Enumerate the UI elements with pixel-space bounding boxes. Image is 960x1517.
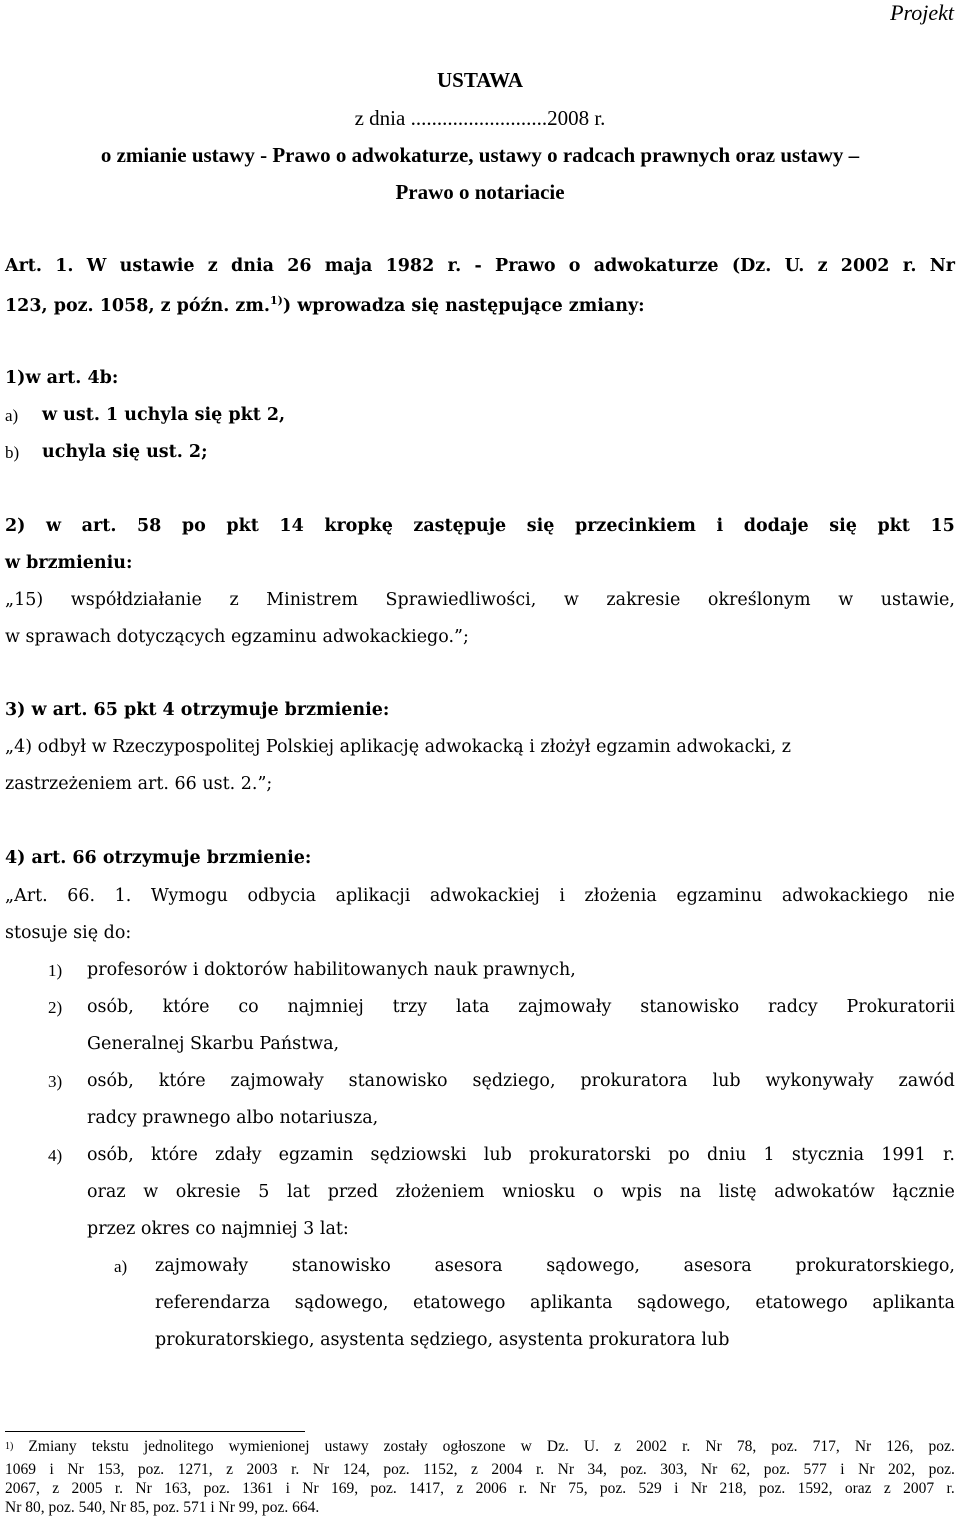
word: prokuratorskiego, [795,1256,955,1276]
word: aplikanta [872,1293,955,1313]
word: zajmowały [155,1256,249,1276]
word: odbycia [247,886,317,906]
point2-quote-line-2: w sprawach dotyczących egzaminu adwokackiego.”; [5,627,469,647]
word: 1 [763,1145,775,1165]
word: r. [114,1480,124,1498]
word: 1152, [423,1461,458,1479]
word: lub [483,1145,512,1165]
word: poz. [137,1461,165,1479]
word: U. [583,1438,599,1455]
word: złożeniem [395,1182,485,1202]
act-subject-line-1: o zmianie ustawy - Prawo o adwokaturze, ustawy o radcach prawnych oraz ustawy – [100,143,860,167]
word: osób, [87,1071,134,1091]
word: 2002 [840,256,890,276]
footnote [5,1437,955,1517]
word: w [143,1182,159,1202]
word: r. [291,1461,300,1479]
item-1-label: 1) [48,961,63,980]
word: 163, [164,1480,192,1498]
word: po [181,516,206,536]
word: dnia [230,256,274,276]
word: z [614,1438,621,1455]
point2-head-line-1 [5,516,955,536]
word: 1. [114,886,132,906]
point1-a-label: a) [5,406,19,425]
word: Nr [67,1461,84,1479]
word: listę [718,1182,757,1202]
item-2-line-1 [87,997,955,1017]
word: 1982 [385,256,435,276]
word: Nr [302,1480,319,1498]
footnote-ref: 1) [269,294,283,307]
word: egzamin [278,1145,354,1165]
point2-head-line-2: w brzmieniu: [5,553,133,573]
item-4-label: 4) [48,1146,63,1165]
word: Art. [5,256,42,276]
footnote-separator [5,1431,305,1432]
word: zastępuje [413,516,507,536]
sub-a-line-1 [155,1256,955,1276]
word: i [49,1461,54,1479]
word: 58 [136,516,162,536]
word: 2006 [475,1480,507,1498]
word: prokuratorski [529,1145,651,1165]
word: i [285,1480,290,1498]
word: Prokuratorii [846,997,955,1017]
word: 153, [97,1461,125,1479]
word: 1991 [881,1145,926,1165]
projekt-label: Projekt [890,0,954,25]
point3-quote-line-2: zastrzeżeniem art. 66 ust. 2.”; [5,774,273,794]
word: sądowego, [546,1256,640,1276]
word: 303, [660,1461,688,1479]
word: trzy [392,997,428,1017]
word: U. [784,256,805,276]
word: 2005 [71,1480,103,1498]
word: 218, [719,1480,747,1498]
word: 2) [5,516,26,536]
word: 202, [888,1461,916,1479]
word: złożenia [584,886,657,906]
word: z [456,1480,464,1498]
word: Nr [700,1461,718,1479]
word: wymienionej [228,1438,310,1455]
point1-head: 1)w art. 4b: [5,368,119,388]
word: poz. [763,1461,790,1479]
word: etatowego [755,1293,848,1313]
word: 169, [330,1480,359,1498]
word: w [838,590,854,610]
item-3-label: 3) [48,1072,63,1091]
word: adwokaturze [593,256,719,276]
word: etatowego [413,1293,506,1313]
word: stycznia [791,1145,865,1165]
art1-line-2-pre: 123, poz. 1058, z późn. zm. [5,295,270,316]
word: Nr [557,1461,575,1479]
word: nie [927,886,955,906]
word: r. [946,1480,955,1498]
word: określonym [707,590,811,610]
word: wniosku [502,1182,576,1202]
word: tekstu [91,1438,129,1455]
point1-a-text: w ust. 1 uchyla się pkt 2, [42,405,286,425]
word: w [520,1438,532,1455]
word: stanowisko [291,1256,391,1276]
word: 2067, [5,1480,40,1498]
word: prokuratora [580,1071,688,1091]
footnote-mark: 1) [5,1441,14,1452]
word: z [817,256,828,276]
word: poz. [928,1461,955,1479]
word: maja [324,256,373,276]
word: i [840,1461,845,1479]
word: wykonywały [765,1071,874,1091]
word: wpis [621,1182,662,1202]
word: radcy [767,997,818,1017]
word: zajmowały [230,1071,324,1091]
word: stanowisko [640,997,740,1017]
word: i [559,886,565,906]
item-4-line-2 [87,1182,955,1202]
word: poz. [928,1438,955,1455]
word: które [162,997,210,1017]
word: Nr [854,1438,872,1455]
word: sędziowski [370,1145,467,1165]
word: Wymogu [150,886,228,906]
word: oraz [844,1480,872,1498]
act-subject-line-2: Prawo o notariacie [395,180,565,204]
word: na [679,1182,702,1202]
word: które [151,1145,198,1165]
word: r. [942,1145,955,1165]
art1-line-2 [5,294,645,316]
word: Nr [705,1438,722,1455]
point3-quote-line-1: „4) odbył w Rzeczypospolitej Polskiej aplikację adwokacką i złożył egzamin adwokacki, z [5,737,791,757]
point1-b-label: b) [5,443,20,462]
word: i [674,1480,679,1498]
word: 62, [730,1461,751,1479]
word: 14 [279,516,304,536]
word: 1417, [409,1480,444,1498]
word: 717, [812,1438,840,1455]
point2-quote-line-1 [5,590,955,610]
word: z [207,256,218,276]
word: lata [455,997,490,1017]
art66-line-2: stosuje się do: [5,923,132,943]
word: 1. [55,256,74,276]
word: asesora [434,1256,503,1276]
word: zakresie [606,590,681,610]
item-2-line-2: Generalnej Skarbu Państwa, [87,1034,340,1054]
footnote-line-3 [5,1479,955,1498]
word: 2002 [636,1438,668,1455]
word: najmniej [287,997,364,1017]
act-title: USTAWA [437,68,523,92]
word: o [568,256,581,276]
word: oraz [87,1182,126,1202]
word: lat [286,1182,311,1202]
item-2-label: 2) [48,998,63,1017]
word: aplikanta [529,1293,613,1313]
word: Nr [312,1461,330,1479]
word: łącznie [892,1182,955,1202]
word: r. [447,256,462,276]
word: poz. [370,1480,397,1498]
word: pkt [877,516,910,536]
word: 124, [342,1461,370,1479]
word: 26 [287,256,312,276]
word: W [86,256,107,276]
word: z [52,1480,60,1498]
word: sądowego, [637,1293,731,1313]
word: - [474,256,482,276]
word: co [238,997,259,1017]
word: współdziałanie [70,590,202,610]
word: kropkę [324,516,393,536]
word: ustawie [119,256,195,276]
word: adwokackiej [429,886,540,906]
word: 2003 [246,1461,278,1479]
word: Sprawiedliwości, [385,590,537,610]
word: ustawy [324,1438,369,1455]
word: poz. [771,1438,798,1455]
word: r. [518,1480,528,1498]
word: 34, [587,1461,607,1479]
word: z [226,1461,234,1479]
word: okresie [175,1182,241,1202]
point1-b-text: uchyla się ust. 2; [42,442,208,462]
word: aplikacji [335,886,411,906]
act-date: z dnia ..........................2008 r. [354,106,606,130]
word: Zmiany [28,1438,77,1455]
word: zawód [898,1071,955,1091]
word: z [883,1480,891,1498]
word: się [829,516,857,536]
word: 1271, [177,1461,213,1479]
word: osób, [87,997,134,1017]
word: dodaje [743,516,809,536]
word: 126, [886,1438,914,1455]
word: osób, [87,1145,134,1165]
word: się [526,516,555,536]
word: które [158,1071,206,1091]
word: poz. [759,1480,786,1498]
word: Nr [690,1480,708,1498]
word: 1361 [242,1480,274,1498]
word: przecinkiem [574,516,696,536]
word: po [668,1145,690,1165]
word: adwokackiego [781,886,909,906]
item-4-line-3: przez okres co najmniej 3 lat: [87,1219,349,1239]
word: w [563,590,579,610]
art1-line-1 [5,256,955,276]
word: zdały [215,1145,262,1165]
word: (Dz. [731,256,772,276]
word: ogłoszone [442,1438,506,1455]
word: o [593,1182,604,1202]
word: „Art. [5,886,48,906]
word: 66. [67,886,96,906]
word: Nr [929,256,955,276]
sub-a-line-2 [155,1293,955,1313]
word: r. [682,1438,691,1455]
word: poz. [599,1480,627,1498]
item-3-line-1 [87,1071,955,1091]
word: poz. [383,1461,410,1479]
footnote-line-4: Nr 80, poz. 540, Nr 85, poz. 571 i Nr 99, poz. 664. [5,1499,320,1517]
word: 529 [638,1480,662,1498]
word: asesora [683,1256,752,1276]
word: „15) [5,590,44,610]
word: 1069 [5,1461,36,1479]
point4-head: 4) art. 66 otrzymuje brzmienie: [5,848,312,868]
word: 1592, [797,1480,833,1498]
item-4-line-1 [87,1145,955,1165]
word: Nr [858,1461,875,1479]
word: adwokatów [774,1182,875,1202]
word: 577 [803,1461,827,1479]
word: sądowego, [294,1293,389,1313]
word: poz. [203,1480,230,1498]
word: jednolitego [143,1438,214,1455]
item-3-line-2: radcy prawnego albo notariusza, [87,1108,379,1128]
word: dniu [707,1145,747,1165]
word: poz. [620,1461,647,1479]
word: pkt [226,516,259,536]
word: zostały [383,1438,428,1455]
word: przed [327,1182,379,1202]
art1-line-2-post: ) wprowadza się następujące zmiany: [282,295,645,316]
word: i [716,516,724,536]
sub-a-label: a) [114,1257,128,1276]
item-1-text: profesorów i doktorów habilitowanych nauk prawnych, [87,960,576,980]
word: stanowisko [348,1071,448,1091]
word: sędziego, [472,1071,556,1091]
word: Nr [135,1480,152,1498]
art66-line-1 [5,886,955,906]
word: 78, [736,1438,757,1455]
word: egzaminu [676,886,763,906]
word: zajmowały [518,997,612,1017]
word: Ministrem [266,590,358,610]
word: Nr [539,1480,556,1498]
word: 2004 [491,1461,523,1479]
word: r. [535,1461,545,1479]
word: Prawo [495,256,556,276]
word: z [229,590,239,610]
word: Dz. [546,1438,569,1455]
word: 2007 [903,1480,935,1498]
point3-head: 3) w art. 65 pkt 4 otrzymuje brzmienie: [5,700,390,720]
word: ustawie, [880,590,955,610]
word: 75, [568,1480,588,1498]
word: 15 [930,516,955,536]
word: art. [81,516,117,536]
footnote-line-2 [5,1460,955,1479]
word: 5 [258,1182,270,1202]
sub-a-line-3: prokuratorskiego, asystenta sędziego, asystenta prokuratora lub [155,1330,730,1350]
word: w [46,516,62,536]
word: z [470,1461,478,1479]
word: r. [902,256,917,276]
footnote-line-1 [5,1437,955,1460]
word: referendarza [155,1293,271,1313]
word: lub [712,1071,741,1091]
